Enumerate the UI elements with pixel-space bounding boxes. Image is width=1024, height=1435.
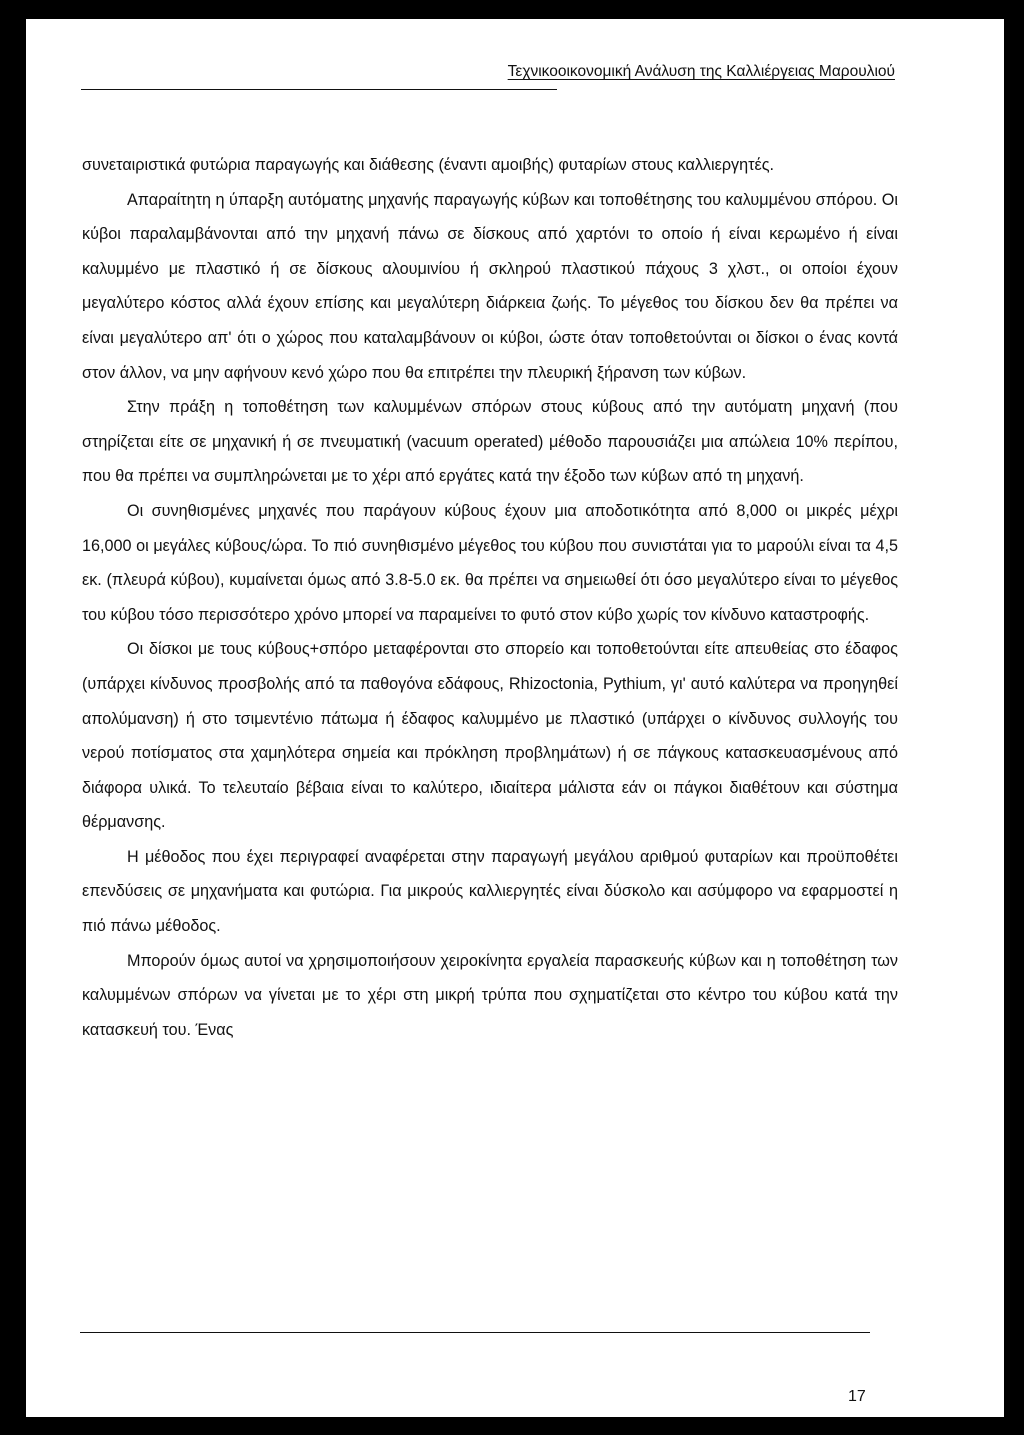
paragraph: Οι συνηθισμένες μηχανές που παράγουν κύβους έχουν μια αποδοτικότητα από 8,000 οι μικρές μέχρι 16,000 οι μεγάλες κύβους/ώρα. Το πιό συνηθισμένο μέγεθος του κύβου που συνιστάται για το μαρούλι είναι τα 4,5 εκ. (πλευρά κύβου), κυμαίνεται όμως από 3.8-5.0 εκ. θα πρέπει να σημειωθεί ότι όσο μεγαλύτερο είναι το μέγεθος του κύβου τόσο περισσότερο χρόνο μπορεί να παραμείνει το φυτό στον κύβο χωρίς τον κίνδυνο καταστροφής.	[82, 501, 898, 624]
page-number: 17	[848, 1388, 866, 1405]
footer-rule	[80, 1332, 870, 1333]
paragraph: Μπορούν όμως αυτοί να χρησιμοποιήσουν χειροκίνητα εργαλεία παρασκευής κύβων και η τοποθέτηση των καλυμμένων σπόρων να γίνεται με το χέρι στη μικρή τρύπα που σχηματίζεται στο κέντρο του κύβου κατά την κατασκευή του. Ένας	[82, 951, 898, 1039]
body-text	[82, 148, 898, 1047]
document-page	[26, 19, 1004, 1417]
header-rule	[81, 89, 557, 90]
paragraph: Οι δίσκοι με τους κύβους+σπόρο μεταφέρονται στο σπορείο και τοποθετούνται είτε απευθείας στο έδαφος (υπάρχει κίνδυνος προσβολής από τα παθογόνα εδάφους, Rhizoctonia, Pythium, γι' αυτό καλύτερα να προηγηθεί απολύμανση) ή στο τσιμεντένιο πάτωμα ή έδαφος καλυμμένο με πλαστικό (υπάρχει ο κίνδυνος συλλογής του νερού ποτίσματος στα χαμηλότερα σημεία και πρόκληση προβλημάτων) ή σε πάγκους κατασκευασμένους από διάφορα υλικά. Το τελευταίο βέβαια είναι το καλύτερο, ιδιαίτερα μάλιστα εάν οι πάγκοι διαθέτουν και σύστημα θέρμανσης.	[82, 640, 898, 832]
paragraph: Απαραίτητη η ύπαρξη αυτόματης μηχανής παραγωγής κύβων και τοποθέτησης του καλυμμένου σπόρου. Οι κύβοι παραλαμβάνονται από την μηχανή πάνω σε δίσκους από χαρτόνι το οποίο ή είναι κερωμένο ή είναι καλυμμένο με πλαστικό ή σε δίσκους αλουμινίου ή σκληρού πλαστικού πάχους 3 χλστ., οι οποίοι έχουν μεγαλύτερο κόστος αλλά έχουν επίσης και μεγαλύτερη διάρκεια ζωής. Το μέγεθος του δίσκου δεν θα πρέπει να είναι μεγαλύτερο απ' ότι ο χώρος που καταλαμβάνουν οι κύβοι, ώστε όταν τοποθετούνται οι δίσκοι ο ένας κοντά στον άλλον, να μην αφήνουν κενό χώρο που θα επιτρέπει την πλευρική ξήρανση των κύβων.	[82, 190, 898, 382]
running-header	[81, 63, 895, 91]
paragraph: Στην πράξη η τοποθέτηση των καλυμμένων σπόρων στους κύβους από την αυτόματη μηχανή (που στηρίζεται είτε σε μηχανική ή σε πνευματική (vacuum operated) μέθοδο παρουσιάζει μια απώλεια 10% περίπου, που θα πρέπει να συμπληρώνεται με το χέρι από εργάτες κατά την έξοδο των κύβων από τη μηχανή.	[82, 398, 898, 486]
header-title: Τεχνικοοικονομική Ανάλυση της Καλλιέργειας Μαρουλιού	[507, 63, 895, 80]
paragraph: Η μέθοδος που έχει περιγραφεί αναφέρεται στην παραγωγή μεγάλου αριθμού φυταρίων και προϋποθέτει επενδύσεις σε μηχανήματα και φυτώρια. Για μικρούς καλλιεργητές είναι δύσκολο και ασύμφορο να εφαρμοστεί η πιό πάνω μέθοδος.	[82, 847, 898, 936]
paragraph: συνεταιριστικά φυτώρια παραγωγής και διάθεσης (έναντι αμοιβής) φυταρίων στους καλλιεργητές.	[82, 156, 775, 174]
